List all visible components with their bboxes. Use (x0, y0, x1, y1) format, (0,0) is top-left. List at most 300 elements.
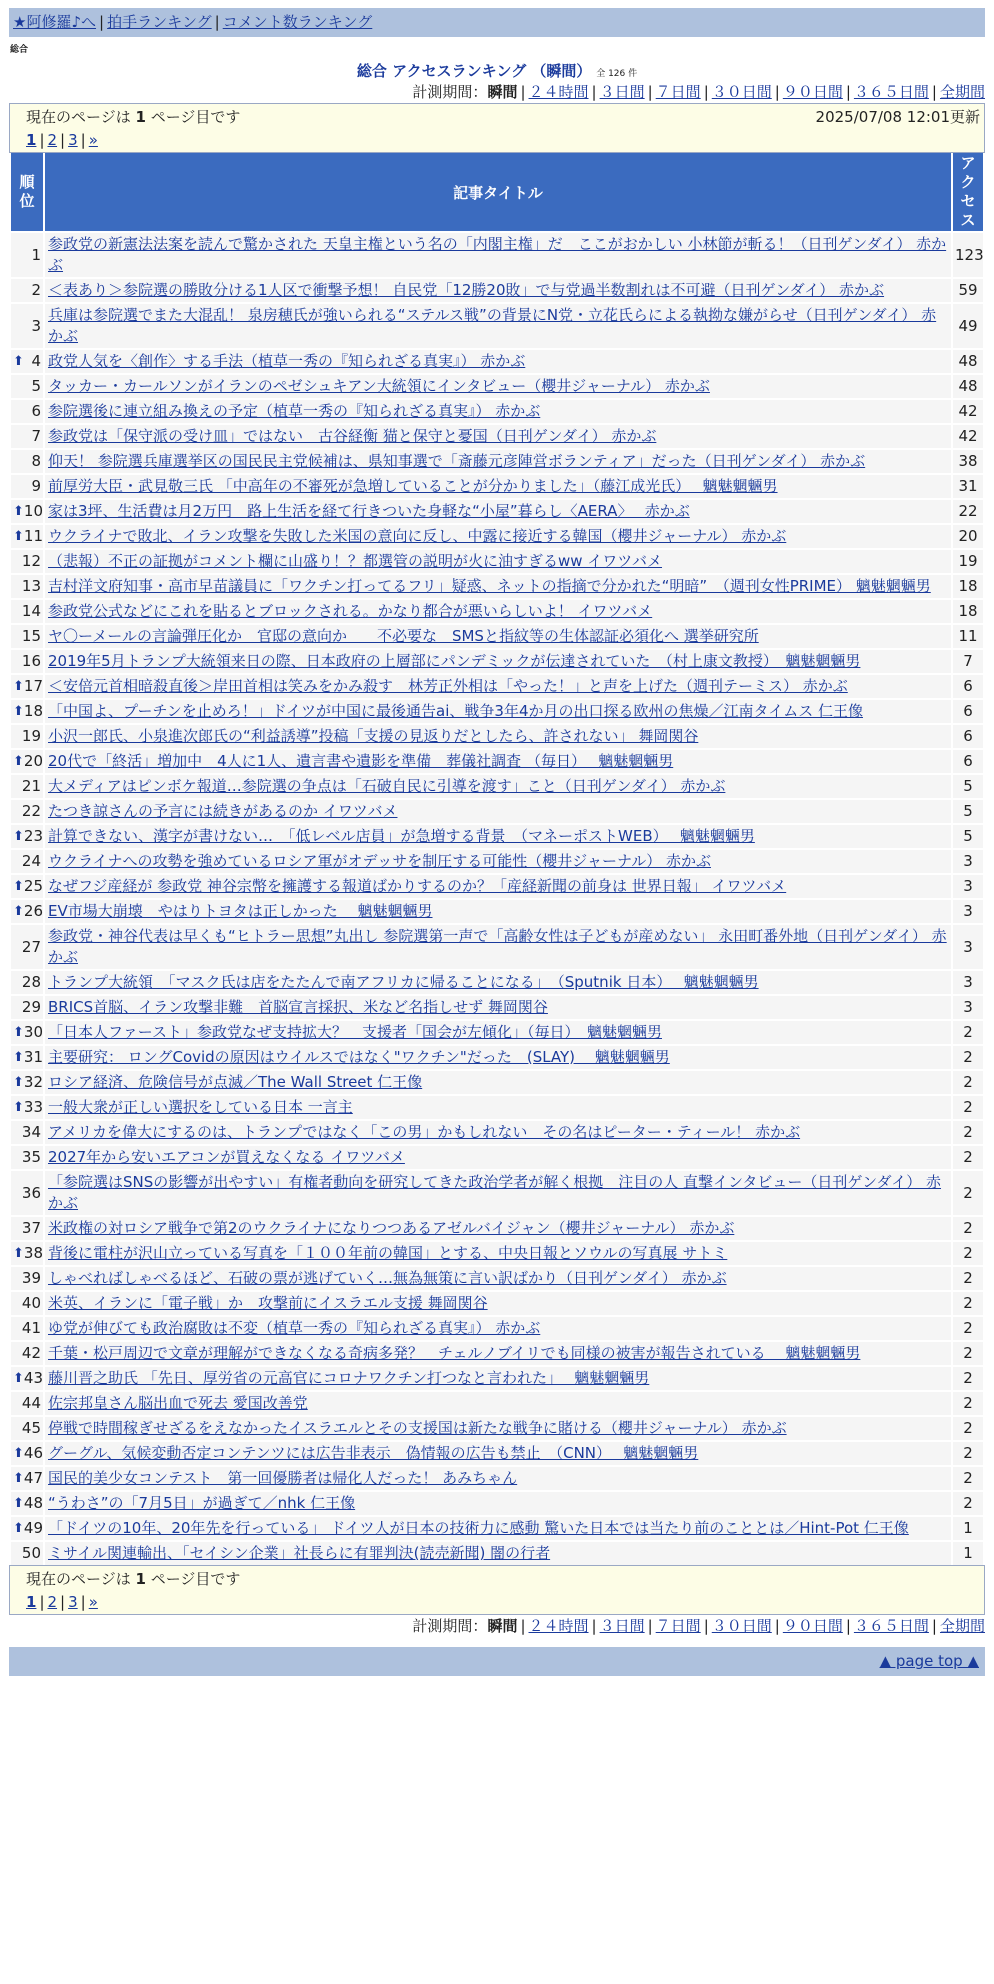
article-title-link[interactable]: 停戦で時間稼ぎせざるをえなかったイスラエルとその支援国は新たな戦争に賭ける（櫻井ジャーナル） 赤かぶ (48, 1419, 787, 1437)
pager-link[interactable]: » (88, 131, 98, 149)
title-cell (45, 1242, 951, 1265)
table-row (11, 350, 983, 373)
article-title-link[interactable]: 参政党の新憲法法案を読んで驚かされた 天皇主権という名の「内閣主権」だ ここがおかしい 小林節が斬る！（日刊ゲンダイ） 赤かぶ (48, 235, 947, 274)
article-title-link[interactable]: ヤ〇ーメールの言論弾圧化か 官邸の意向か 不必要な SMSと指紋等の生体認証必須化へ 選挙研究所 (48, 627, 759, 645)
access-count: 2 (953, 1242, 983, 1265)
period-separator: | (647, 1617, 653, 1635)
rank-number: 19 (21, 727, 41, 745)
title-cell (45, 996, 951, 1019)
access-count: 2 (953, 1021, 983, 1044)
table-row (11, 1367, 983, 1390)
rank-cell (11, 1046, 43, 1069)
up-arrow-icon: ⬆ (13, 1075, 24, 1090)
rank-number: 39 (21, 1269, 41, 1287)
period-link[interactable]: ３６５日間 (853, 83, 929, 101)
table-row (11, 725, 983, 748)
article-title-link[interactable]: 「ドイツの10年、20年先を行っている」 ドイツ人が日本の技術力に感動 驚いた日本では当たり前のこととは／Hint-Pot 仁王像 (48, 1519, 909, 1537)
access-count: 3 (953, 850, 983, 873)
up-arrow-icon: ⬆ (13, 704, 24, 719)
article-title-link[interactable]: ロシア経済、危険信号が点滅／The Wall Street 仁王像 (48, 1073, 423, 1091)
rank-cell (11, 996, 43, 1019)
rank-cell (11, 400, 43, 423)
table-row (11, 1046, 983, 1069)
article-title-link[interactable]: 小沢一郎氏、小泉進次郎氏の“利益誘導”投稿「支援の見返りだとしたら、許されない」 舞岡関谷 (48, 727, 699, 745)
title-cell (45, 1267, 951, 1290)
access-count: 20 (953, 525, 983, 548)
rank-cell (11, 304, 43, 348)
access-count: 38 (953, 450, 983, 473)
rank-cell (11, 525, 43, 548)
nav-link-comment-ranking[interactable]: コメント数ランキング (222, 13, 373, 31)
title-cell (45, 1442, 951, 1465)
rank-number: 42 (21, 1344, 41, 1362)
rank-number: 6 (31, 402, 41, 420)
up-arrow-icon: ⬆ (13, 1050, 24, 1065)
period-separator: | (703, 83, 709, 101)
title-cell (45, 1492, 951, 1515)
title-cell (45, 1392, 951, 1415)
table-row (11, 1267, 983, 1290)
access-count: 3 (953, 875, 983, 898)
rank-number: 31 (23, 1048, 43, 1066)
period-link[interactable]: ２４時間 (528, 83, 589, 101)
table-row (11, 1517, 983, 1540)
pager-bottom (26, 1591, 980, 1613)
table-row (11, 279, 983, 302)
title-cell (45, 625, 951, 648)
period-selector-top (9, 81, 985, 103)
pager-separator: | (80, 131, 86, 149)
table-row (11, 700, 983, 723)
article-title-link[interactable]: 佐宗邦皇さん脳出血で死去 愛国改善党 (48, 1394, 308, 1412)
title-cell (45, 1292, 951, 1315)
article-title-link[interactable]: たつき諒さんの予言には続きがあるのか イワツバメ (48, 802, 398, 820)
access-count: 19 (953, 550, 983, 573)
period-selector-bottom (9, 1615, 985, 1637)
article-title-link[interactable]: ウクライナへの攻勢を強めているロシア軍がオデッサを制圧する可能性（櫻井ジャーナル） 赤かぶ (48, 852, 711, 870)
up-arrow-icon: ⬆ (13, 1100, 24, 1115)
table-row (11, 625, 983, 648)
period-separator: | (520, 83, 526, 101)
table-row (11, 825, 983, 848)
table-row (11, 875, 983, 898)
period-link[interactable]: ３６５日間 (853, 1617, 929, 1635)
table-row (11, 1492, 983, 1515)
rank-cell (11, 1071, 43, 1094)
table-row (11, 971, 983, 994)
pager-link[interactable]: 2 (47, 131, 58, 149)
article-title-link[interactable]: 2019年5月トランプ大統領来日の際、日本政府の上層部にパンデミックが伝達されていた （村上康文教授） 魑魅魍魎男 (48, 652, 861, 670)
period-link[interactable]: ３０日間 (711, 1617, 772, 1635)
title-cell (45, 925, 951, 969)
rank-cell (11, 350, 43, 373)
rank-cell (11, 1121, 43, 1144)
rank-cell (11, 1146, 43, 1169)
article-title-link[interactable]: しゃべればしゃべるほど、石破の票が逃げていく…無為無策に言い訳ばかり（日刊ゲンダイ） 赤かぶ (48, 1269, 727, 1287)
article-title-link[interactable]: ミサイル関連輸出、「セイシン企業」社長らに有罪判決(読売新聞) 闇の行者 (48, 1544, 551, 1562)
article-title-link[interactable]: 参政党公式などにこれを貼るとブロックされる。かなり都合が悪いらしいよ！ イワツバメ (48, 602, 653, 620)
article-title-link[interactable]: 20代で「終活」増加中 4人に1人、遺言書や遺影を準備 葬儀社調査 （毎日） 魑魅魍魎男 (48, 752, 674, 770)
period-current: 瞬間 (487, 1617, 518, 1635)
title-cell (45, 1342, 951, 1365)
article-title-link[interactable]: アメリカを偉大にするのは、トランプではなく「この男」かもしれない その名はピーター・ティール！ 赤かぶ (48, 1123, 801, 1141)
rank-cell (11, 825, 43, 848)
article-title-link[interactable]: ＜安倍元首相暗殺直後＞岸田首相は笑みをかみ殺す 林芳正外相は「やった！」と声を上げた（週刊テーミス） 赤かぶ (48, 677, 848, 695)
up-arrow-icon: ⬆ (13, 1471, 24, 1486)
rank-cell (11, 1367, 43, 1390)
title-cell (45, 1517, 951, 1540)
article-title-link[interactable]: 「参院選はSNSの影響が出やすい」有権者動向を研究してきた政治学者が解く根拠 注目の人 直撃インタビュー（日刊ゲンダイ） 赤かぶ (48, 1173, 942, 1212)
table-row (11, 800, 983, 823)
rank-cell (11, 1342, 43, 1365)
title-cell (45, 675, 951, 698)
rank-cell (11, 700, 43, 723)
table-row (11, 450, 983, 473)
article-title-link[interactable]: 前厚労大臣・武見敬三氏 「中高年の不審死が急増していることが分かりました」（藤江成光氏） 魑魅魍魎男 (48, 477, 778, 495)
title-cell (45, 1317, 951, 1340)
article-title-link[interactable]: ウクライナで敗北、イラン攻撃を失敗した米国の意向に反し、中露に接近する韓国（櫻井ジャーナル） 赤かぶ (48, 527, 787, 545)
rank-cell (11, 650, 43, 673)
rank-number: 30 (23, 1023, 43, 1041)
rank-number: 20 (23, 752, 43, 770)
title-cell (45, 1542, 951, 1565)
nav-link-applause-ranking[interactable]: 拍手ランキング (107, 13, 212, 31)
access-count: 42 (953, 400, 983, 423)
period-label: 計測期間： (412, 1617, 488, 1635)
title-cell (45, 850, 951, 873)
article-title-link[interactable]: BRICS首脳、イラン攻撃非難 首脳宣言採択、米など名指しせず 舞岡関谷 (48, 998, 548, 1016)
nav-separator: | (214, 13, 220, 31)
article-title-link[interactable]: 「日本人ファースト」参政党なぜ支持拡大？ 支援者「国会が左傾化」（毎日） 魑魅魍魎男 (48, 1023, 662, 1041)
page-info-bottom (9, 1565, 985, 1615)
article-title-link[interactable]: ゆ党が伸びても政治腐敗は不変（植草一秀の『知られざる真実』） 赤かぶ (48, 1319, 541, 1337)
up-arrow-icon: ⬆ (13, 354, 24, 369)
period-link[interactable]: 全期間 (939, 83, 985, 101)
up-arrow-icon: ⬆ (13, 904, 24, 919)
access-count: 7 (953, 650, 983, 673)
access-count: 2 (953, 1146, 983, 1169)
period-link[interactable]: ２４時間 (528, 1617, 589, 1635)
table-row (11, 1021, 983, 1044)
article-title-link[interactable]: 藤川晋之助氏 「先日、厚労省の元高官にコロナワクチン打つなと言われた」 魑魅魍魎男 (48, 1369, 650, 1387)
table-row (11, 304, 983, 348)
rank-number: 8 (31, 452, 41, 470)
article-title-link[interactable]: 一般大衆が正しい選択をしている日本 一言主 (48, 1098, 353, 1116)
up-arrow-icon: ⬆ (13, 754, 24, 769)
table-row (11, 1121, 983, 1144)
access-count: 2 (953, 1417, 983, 1440)
article-title-link[interactable]: 兵庫は参院選でまた大混乱！ 泉房穂氏が強いられる“ステルス戦”の背景にN党・立花氏らによる執拗な嫌がらせ（日刊ゲンダイ） 赤かぶ (48, 306, 937, 345)
period-link[interactable]: ３０日間 (711, 83, 772, 101)
table-row (11, 233, 983, 277)
access-count: 2 (953, 1392, 983, 1415)
rank-number: 40 (21, 1294, 41, 1312)
article-title-link[interactable]: EV市場大崩壊 やはりトヨタは正しかった 魑魅魍魎男 (48, 902, 433, 920)
rank-cell (11, 725, 43, 748)
rank-cell (11, 1392, 43, 1415)
table-row (11, 850, 983, 873)
access-count: 2 (953, 1267, 983, 1290)
rank-cell (11, 279, 43, 302)
article-title-link[interactable]: 仰天！ 参院選兵庫選挙区の国民民主党候補は、県知事選で「斎藤元彦陣営ボランティア」だった（日刊ゲンダイ） 赤かぶ (48, 452, 866, 470)
rank-cell (11, 971, 43, 994)
table-row (11, 500, 983, 523)
period-separator: | (845, 1617, 851, 1635)
page-info-top (9, 103, 985, 153)
access-count: 22 (953, 500, 983, 523)
rank-number: 11 (23, 527, 43, 545)
table-row (11, 550, 983, 573)
article-title-link[interactable]: トランプ大統領 「マスク氏は店をたたんで南アフリカに帰ることになる」 （Sputnik 日本） 魑魅魍魎男 (48, 973, 759, 991)
rank-number: 45 (21, 1419, 41, 1437)
period-separator: | (591, 83, 597, 101)
rank-number: 2 (31, 281, 41, 299)
table-row (11, 925, 983, 969)
pager-separator: | (80, 1593, 86, 1611)
article-title-link[interactable]: なぜフジ産経が 参政党 神谷宗幣を擁護する報道ばかりするのか？「産経新聞の前身は 世界日報」 イワツバメ (48, 877, 787, 895)
pager-link[interactable]: 2 (47, 1593, 58, 1611)
article-title-link[interactable]: “うわさ”の「7月5日」が過ぎて／nhk 仁王像 (48, 1494, 356, 1512)
article-title-link[interactable]: 政党人気を〈創作〉する手法（植草一秀の『知られざる真実』） 赤かぶ (48, 352, 526, 370)
article-title-link[interactable]: 参政党は「保守派の受け皿」ではない 古谷経衡 猫と保守と憂国（日刊ゲンダイ） 赤かぶ (48, 427, 657, 445)
rank-cell (11, 233, 43, 277)
period-current: 瞬間 (487, 83, 518, 101)
rank-number: 47 (23, 1469, 43, 1487)
period-link[interactable]: ９０日間 (782, 1617, 843, 1635)
access-count: 49 (953, 304, 983, 348)
rank-number: 26 (23, 902, 43, 920)
title-cell (45, 425, 951, 448)
up-arrow-icon: ⬆ (13, 1025, 24, 1040)
table-header-row (11, 153, 983, 231)
page-info-text: 現在のページは 1 ページ目です (26, 108, 241, 126)
title-cell (45, 450, 951, 473)
period-link[interactable]: ３日間 (599, 1617, 645, 1635)
rank-number: 44 (21, 1394, 41, 1412)
title-cell (45, 971, 951, 994)
table-row (11, 1292, 983, 1315)
title-cell (45, 550, 951, 573)
access-count: 2 (953, 1342, 983, 1365)
article-title-link[interactable]: 参院選後に連立組み換えの予定（植草一秀の『知られざる真実』） 赤かぶ (48, 402, 541, 420)
title-cell (45, 875, 951, 898)
access-count: 5 (953, 775, 983, 798)
rank-cell (11, 875, 43, 898)
article-title-link[interactable]: 家は3坪、生活費は月2万円 路上生活を経て行きついた身軽な“小屋”暮らし〈AERA〉 赤かぶ (48, 502, 690, 520)
rank-number: 32 (23, 1073, 43, 1091)
rank-number: 13 (21, 577, 41, 595)
rank-number: 34 (21, 1123, 41, 1141)
updated-timestamp: 2025/07/08 12:01更新 (815, 108, 980, 126)
top-navigation (9, 8, 985, 37)
article-title-link[interactable]: ＜表あり＞参院選の勝敗分ける1人区で衝撃予想！ 自民党「12勝20敗」で与党過半数割れは不可避（日刊ゲンダイ） 赤かぶ (48, 281, 885, 299)
rank-number: 5 (31, 377, 41, 395)
title-cell (45, 1096, 951, 1119)
article-title-link[interactable]: 「中国よ、プーチンを止めろ！」ドイツが中国に最後通告ai、戦争3年4か月の出口探る欧州の焦燥／江南タイムス 仁王像 (48, 702, 863, 720)
title-cell (45, 375, 951, 398)
title-cell (45, 750, 951, 773)
table-row (11, 1146, 983, 1169)
rank-number: 50 (21, 1544, 41, 1562)
table-row (11, 1542, 983, 1565)
article-title-link[interactable]: 背後に電柱が沢山立っている写真を「１００年前の韓国」とする、中央日報とソウルの写真展 サトミ (48, 1244, 728, 1262)
table-row (11, 400, 983, 423)
category-label: 総合 (10, 45, 29, 55)
rank-number: 17 (23, 677, 43, 695)
title-cell (45, 475, 951, 498)
access-count: 11 (953, 625, 983, 648)
title-cell (45, 700, 951, 723)
page-info-text: 現在のページは 1 ページ目です (26, 1570, 241, 1588)
rank-cell (11, 1171, 43, 1215)
title-cell (45, 775, 951, 798)
ranking-table (9, 151, 985, 1567)
rank-number: 27 (21, 937, 41, 956)
access-count: 59 (953, 279, 983, 302)
article-title-link[interactable]: 吉村洋文府知事・高市早苗議員に「ワクチン打ってるフリ」疑惑、ネットの指摘で分かれた“明暗” （週刊女性PRIME） 魑魅魍魎男 (48, 577, 931, 595)
article-title-link[interactable]: グーグル、気候変動否定コンテンツには広告非表示 偽情報の広告も禁止 （CNN） 魑魅魍魎男 (48, 1444, 699, 1462)
title-cell (45, 400, 951, 423)
period-separator: | (647, 83, 653, 101)
access-count: 2 (953, 1292, 983, 1315)
table-row (11, 1096, 983, 1119)
rank-number: 4 (31, 352, 41, 370)
title-cell (45, 575, 951, 598)
access-count: 6 (953, 725, 983, 748)
rank-cell (11, 1242, 43, 1265)
pager-top (26, 129, 980, 151)
up-arrow-icon: ⬆ (13, 1496, 24, 1511)
rank-number: 28 (21, 973, 41, 991)
article-title-link[interactable]: 参政党・神谷代表は早くも“ヒトラー思想”丸出し 参院選第一声で「高齢女性は子どもが産めない」 永田町番外地（日刊ゲンダイ） 赤かぶ (48, 927, 947, 966)
access-count: 2 (953, 1121, 983, 1144)
article-title-link[interactable]: 米英、イランに「電子戦」か 攻撃前にイスラエル支援 舞岡関谷 (48, 1294, 488, 1312)
table-row (11, 675, 983, 698)
rank-cell (11, 1267, 43, 1290)
rank-cell (11, 750, 43, 773)
up-arrow-icon: ⬆ (13, 679, 24, 694)
rank-cell (11, 1542, 43, 1565)
period-link[interactable]: 全期間 (939, 1617, 985, 1635)
article-title-link[interactable]: 大メディアはピンボケ報道…参院選の争点は「石破自民に引導を渡す」こと（日刊ゲンダイ） 赤かぶ (48, 777, 726, 795)
access-count: 123 (953, 233, 983, 277)
rank-number: 33 (23, 1098, 43, 1116)
rank-cell (11, 450, 43, 473)
rank-number: 36 (21, 1183, 41, 1202)
rank-number: 41 (21, 1319, 41, 1337)
period-separator: | (931, 83, 937, 101)
up-arrow-icon: ⬆ (13, 879, 24, 894)
rank-cell (11, 1492, 43, 1515)
rank-number: 48 (23, 1494, 43, 1512)
period-link[interactable]: ７日間 (655, 1617, 701, 1635)
rank-cell (11, 425, 43, 448)
table-row (11, 525, 983, 548)
access-count: 2 (953, 1467, 983, 1490)
rank-cell (11, 900, 43, 923)
rank-cell (11, 800, 43, 823)
access-count: 18 (953, 600, 983, 623)
title-cell (45, 350, 951, 373)
access-count: 2 (953, 1317, 983, 1340)
article-title-link[interactable]: 米政権の対ロシア戦争で第2のウクライナになりつつあるアゼルバイジャン（櫻井ジャーナル） 赤かぶ (48, 1219, 735, 1237)
pager-current[interactable]: 1 (26, 131, 37, 149)
article-title-link[interactable]: タッカー・カールソンがイランのペゼシュキアン大統領にインタビュー（櫻井ジャーナル） 赤かぶ (48, 377, 710, 395)
period-separator: | (845, 83, 851, 101)
access-count: 2 (953, 1217, 983, 1240)
up-arrow-icon: ⬆ (13, 1521, 24, 1536)
rank-cell (11, 550, 43, 573)
access-count: 3 (953, 925, 983, 969)
page-top-link[interactable]: ▲ page top ▲ (879, 1652, 979, 1670)
table-row (11, 775, 983, 798)
up-arrow-icon: ⬆ (13, 529, 24, 544)
rank-number: 16 (21, 652, 41, 670)
up-arrow-icon: ⬆ (13, 1446, 24, 1461)
article-title-link[interactable]: 主要研究： ロングCovidの原因はウイルスではなく"ワクチン"だった (SLAY) 魑魅魍魎男 (48, 1048, 670, 1066)
pager-link[interactable]: 3 (68, 1593, 78, 1611)
access-count: 1 (953, 1542, 983, 1565)
rank-number: 25 (23, 877, 43, 895)
rank-number: 18 (23, 702, 43, 720)
title-cell (45, 1217, 951, 1240)
access-count: 6 (953, 750, 983, 773)
title-cell (45, 1071, 951, 1094)
rank-number: 49 (23, 1519, 43, 1537)
period-separator: | (703, 1617, 709, 1635)
table-row (11, 600, 983, 623)
table-row (11, 1171, 983, 1215)
rank-cell (11, 1317, 43, 1340)
up-arrow-icon: ⬆ (13, 1371, 24, 1386)
period-link[interactable]: ９０日間 (782, 83, 843, 101)
table-row (11, 996, 983, 1019)
table-row (11, 1242, 983, 1265)
article-title-link[interactable]: 国民的美少女コンテスト 第一回優勝者は帰化人だった！ あみちゃん (48, 1469, 518, 1487)
rank-number: 38 (23, 1244, 43, 1262)
article-title-link[interactable]: 計算できない、漢字が書けない… 「低レベル店員」が急増する背景 （マネーポストWEB） 魑魅魍魎男 (48, 827, 755, 845)
rank-cell (11, 625, 43, 648)
pager-link[interactable]: » (88, 1593, 98, 1611)
title-cell (45, 500, 951, 523)
access-count: 2 (953, 1367, 983, 1390)
nav-link-asyura[interactable]: ★阿修羅♪へ (13, 13, 97, 31)
access-count: 48 (953, 375, 983, 398)
pager-link[interactable]: 3 (68, 131, 78, 149)
title-cell (45, 900, 951, 923)
access-count: 5 (953, 800, 983, 823)
page-title-line (9, 61, 985, 81)
period-link[interactable]: ３日間 (599, 83, 645, 101)
access-count: 6 (953, 700, 983, 723)
article-title-link[interactable]: 2027年から安いエアコンが買えなくなる イワツバメ (48, 1148, 405, 1166)
count-text: 全 126 件 (596, 69, 638, 79)
pager-separator: | (60, 1593, 66, 1611)
rank-cell (11, 575, 43, 598)
period-link[interactable]: ７日間 (655, 83, 701, 101)
title-cell (45, 600, 951, 623)
pager-current[interactable]: 1 (26, 1593, 37, 1611)
access-count: 2 (953, 1492, 983, 1515)
title-cell (45, 650, 951, 673)
rank-number: 7 (31, 427, 41, 445)
article-title-link[interactable]: 千葉・松戸周辺で文章が理解ができなくなる奇病多発？ チェルノブイリでも同様の被害が報告されている 魑魅魍魎男 (48, 1344, 861, 1362)
table-row (11, 1442, 983, 1465)
title-cell (45, 800, 951, 823)
table-row (11, 1467, 983, 1490)
article-title-link[interactable]: （悲報）不正の証拠がコメント欄に山盛り！？都選管の説明が火に油すぎるww イワツバメ (48, 552, 663, 570)
up-arrow-icon: ⬆ (13, 504, 24, 519)
